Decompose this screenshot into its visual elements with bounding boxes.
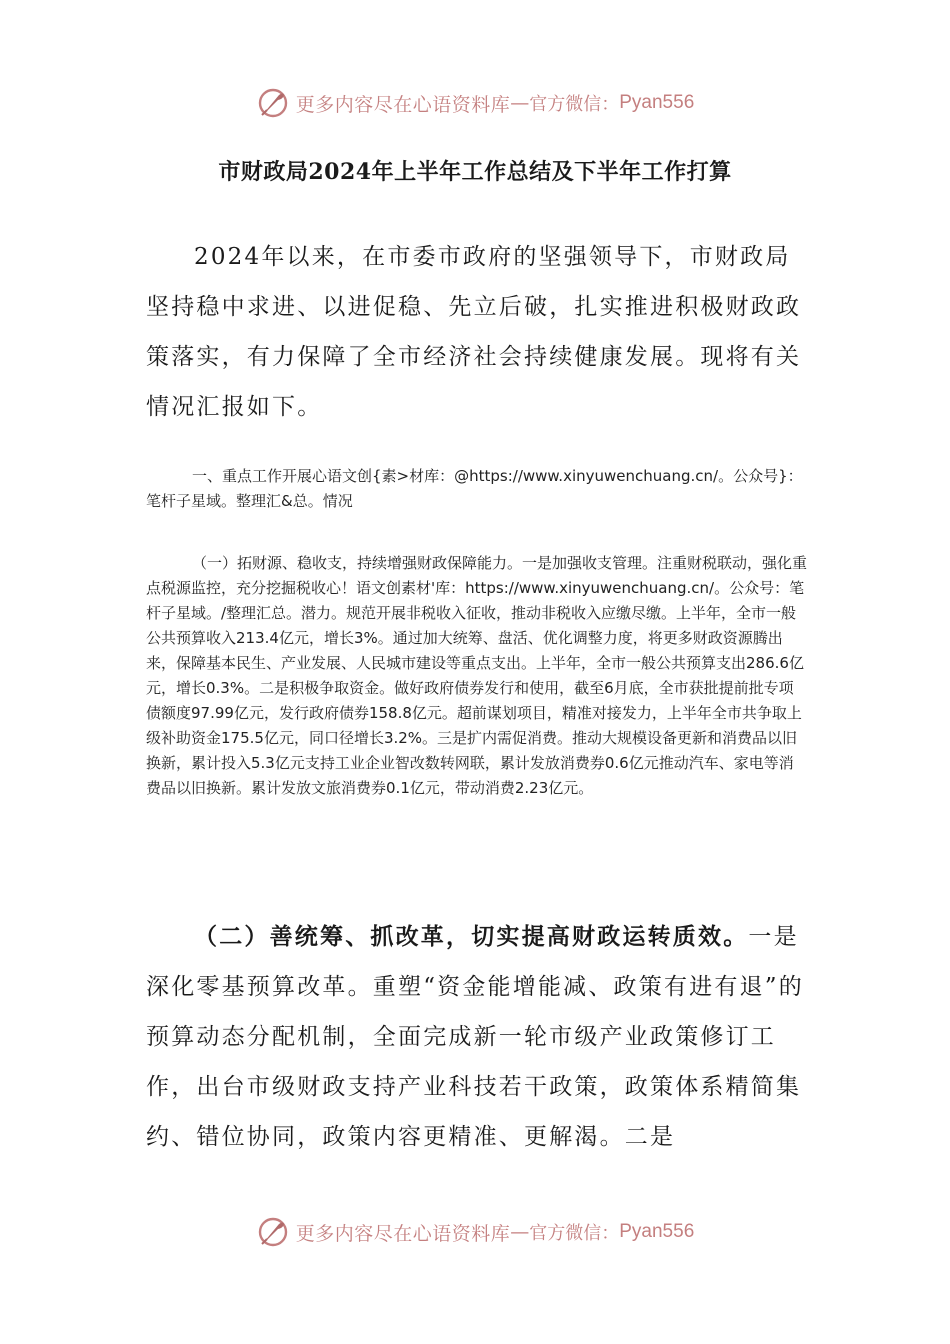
paragraph-two-body: 一是深化零基预算改革。重塑“资金能增能减、政策有进有退”的预算动态分配机制，全面完成新一轮市级产业政策修订工作，出台市级财政支持产业科技若干政策，政策体系精简集约、错位协同，政策内容更精准、更解渴。二是 — [146, 924, 804, 1150]
paragraph-two-lead: （二）善统筹、抓改革，切实提高财政运转质效。 — [194, 923, 749, 950]
banner-wechat-label: 官方微信： — [529, 1223, 620, 1244]
banner-wechat-id: Pyan556 — [619, 1221, 695, 1242]
banner-wechat-id: Pyan556 — [619, 92, 695, 113]
quill-pen-logo-icon — [256, 1215, 290, 1249]
document-title: 市财政局2024年上半年工作总结及下半年工作打算 — [218, 159, 732, 185]
paragraph-one: （一）拓财源、稳收支，持续增强财政保障能力。一是加强收支管理。注重财税联动，强化重点税源监控，充分挖掘税收心！语文创素材'库：https://www.xinyuwenchuang.cn/。公众号：笔杆子星域。/整理汇总。潜力。规范开展非税收入征收，推动非税收入应缴尽缴。上半年，全市一般公共预算收入213.4亿元，增长3%。通过加大统筹、盘活、优化调整力度，将更多财政资源腾出来，保障基本民生、产业发展、人民城市建设等重点支出。上半年，全市一般公共预算支出286.6亿元，增长0.3%。二是积极争取资金。做好政府债券发行和使用，截至6月底，全市获批提前批专项债额度97.99亿元，发行政府债券158.8亿元。超前谋划项目，精准对接发力，上半年全市共争取上级补助资金175.5亿元，同口径增长3.2%。三是扩内需促消费。推动大规模设备更新和消费品以旧换新，累计投入5.3亿元支持工业企业智改数转网联，累计发放消费券0.6亿元推动汽车、家电等消费品以旧换新。累计发放文旅消费券0.1亿元，带动消费2.23亿元。 — [146, 554, 808, 797]
quill-pen-logo-icon — [256, 86, 290, 120]
intro-paragraph: 2024年以来，在市委市政府的坚强领导下，市财政局坚持稳中求进、以进促稳、先立后破，扎实推进积极财政政策落实，有力保障了全市经济社会持续健康发展。现将有关情况汇报如下。 — [146, 244, 802, 420]
banner-separator: — — [510, 1221, 530, 1243]
banner-wechat-label: 官方微信： — [529, 94, 620, 115]
footer-banner — [0, 1212, 950, 1252]
paragraph-two — [146, 912, 806, 1162]
banner-text: 更多内容尽在心语资料库 — [295, 1222, 511, 1245]
banner-text: 更多内容尽在心语资料库 — [295, 93, 511, 116]
header-banner — [0, 83, 950, 123]
banner-separator: — — [510, 92, 530, 114]
section-heading: 一、重点工作开展心语文创{素>材库：@https://www.xinyuwenchuang.cn/。公众号}：笔杆子星域。整理汇&总。情况 — [146, 467, 803, 510]
